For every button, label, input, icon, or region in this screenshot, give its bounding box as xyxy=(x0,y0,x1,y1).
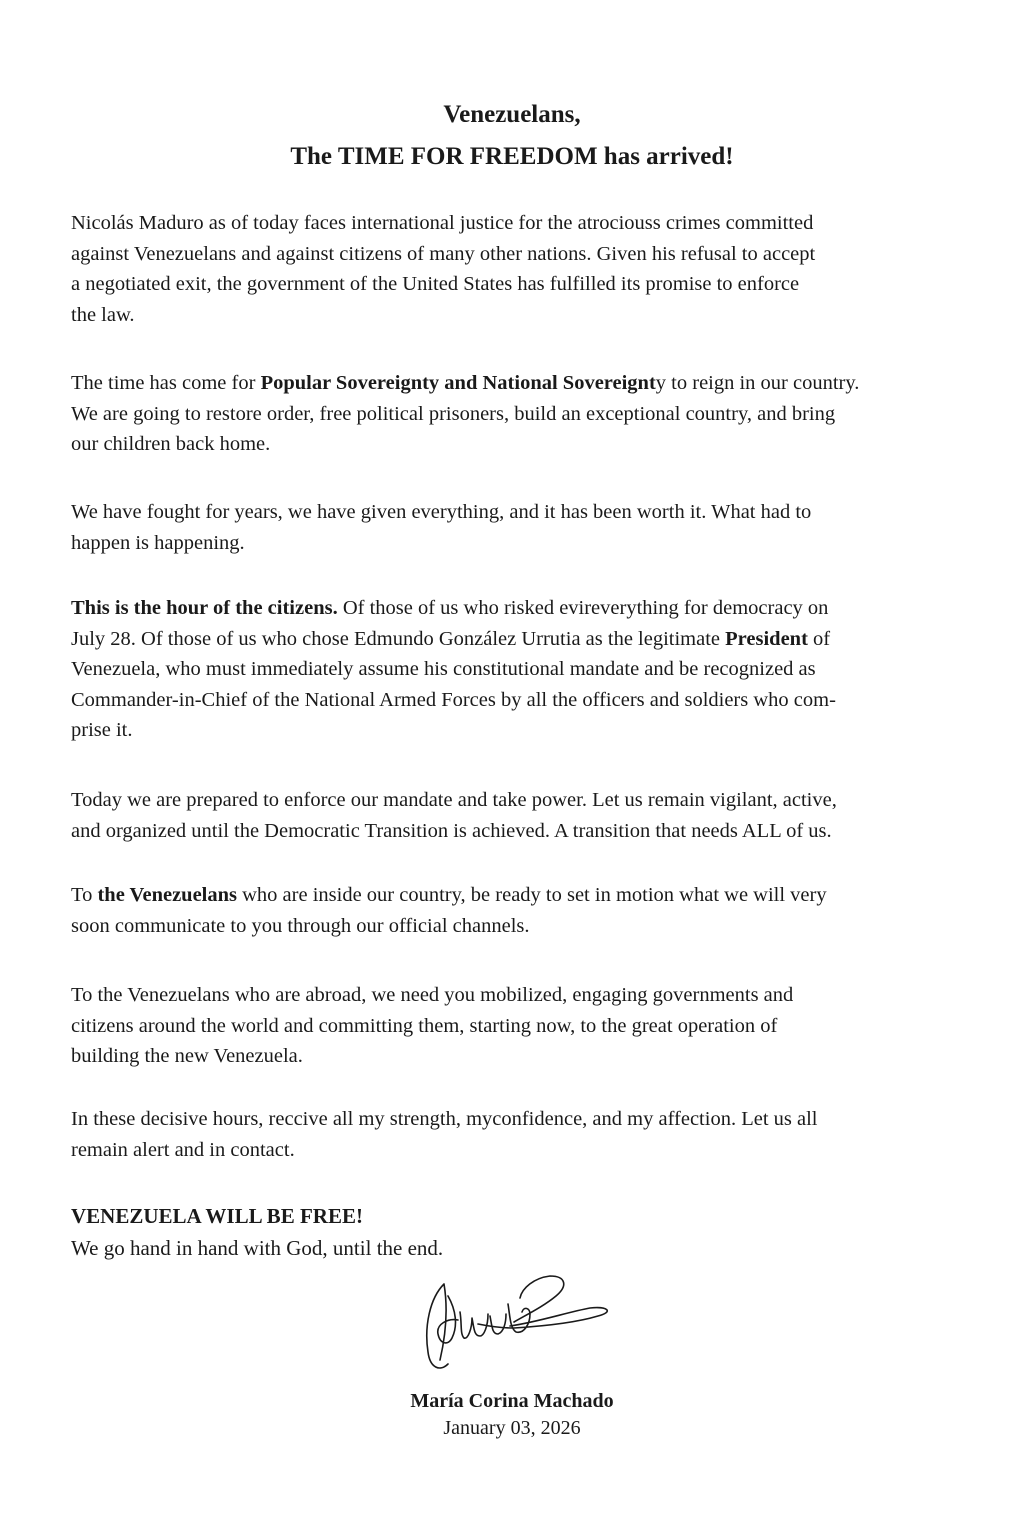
paragraph-fought xyxy=(71,497,971,558)
text-run: who are inside our country, be ready to set in motion what we will very xyxy=(237,884,827,906)
text-run: of xyxy=(807,627,831,650)
paragraph-line: We have fought for years, we have given everything, and it has been worth it. What had to xyxy=(71,501,812,523)
paragraph-line: a negotiated exit, the government of the United States has fulfilled its promise to enforce xyxy=(71,273,800,295)
paragraph-line: and organized until the Democratic Transition is achieved. A transition that needs ALL of us. xyxy=(71,819,832,842)
paragraph-decisive-hours xyxy=(71,1104,971,1165)
salutation: Venezuelans, xyxy=(443,101,581,128)
paragraph-line xyxy=(71,624,971,655)
paragraph-line: prise it. xyxy=(71,719,133,741)
paragraph-line: In these decisive hours, reccive all my strength, myconfidence, and my affection. Let us all xyxy=(71,1108,818,1130)
paragraph-inside-country xyxy=(71,880,971,941)
paragraph-line: our children back home. xyxy=(71,433,271,455)
text-run: To xyxy=(71,884,98,906)
paragraph-line: happen is happening. xyxy=(71,531,245,554)
paragraph-line xyxy=(71,368,971,399)
paragraph-line: the law. xyxy=(71,303,135,326)
paragraph-line: citizens around the world and committing them, starting now, to the great operation of xyxy=(71,1014,778,1037)
paragraph-maduro-justice xyxy=(71,208,971,330)
paragraph-line xyxy=(71,880,971,911)
paragraph-line: Today we are prepared to enforce our mandate and take power. Let us remain vigilant, active, xyxy=(71,789,837,811)
bold-run: President xyxy=(725,627,808,650)
paragraph-line: To the Venezuelans who are abroad, we need you mobilized, engaging governments and xyxy=(71,984,794,1006)
paragraph-line: remain alert and in contact. xyxy=(71,1138,295,1161)
handwritten-signature xyxy=(418,1268,618,1378)
bold-run: the Venezuelans xyxy=(97,884,237,906)
paragraph-sovereignty xyxy=(71,368,971,460)
paragraph-line: We are going to restore order, free political prisoners, build an exceptional country, and bring xyxy=(71,402,836,425)
paragraph-take-power xyxy=(71,785,971,846)
paragraph-line xyxy=(71,593,971,624)
bold-run: This is the hour of the citizens. xyxy=(71,597,338,619)
paragraph-abroad xyxy=(71,980,971,1072)
paragraph-line: soon communicate to you through our official channels. xyxy=(71,914,530,937)
closing-line: We go hand in hand with God, until the end. xyxy=(71,1236,444,1260)
paragraph-line: against Venezuelans and against citizens of many other nations. Given his refusal to accept xyxy=(71,242,816,265)
closing-shout: VENEZUELA WILL BE FREE! xyxy=(71,1204,363,1228)
closing-block xyxy=(71,1200,971,1264)
text-run: The time has come for xyxy=(71,372,261,394)
paragraph-line: Venezuela, who must immediately assume his constitutional mandate and be recognized as xyxy=(71,658,816,680)
text-run: y to reign in our country. xyxy=(655,372,860,394)
text-run: Of those of us who risked evireverything for democracy on xyxy=(337,597,829,619)
bold-run: Popular Sovereignty and National Sovereignt xyxy=(260,372,656,394)
headline: The TIME FOR FREEDOM has arrived! xyxy=(290,143,734,170)
signature-date: January 03, 2026 xyxy=(443,1417,581,1439)
text-run: July 28. Of those of us who chose Edmundo González Urrutia as the legitimate xyxy=(71,627,726,650)
paragraph-line: building the new Venezuela. xyxy=(71,1045,303,1067)
paragraph-citizens-hour xyxy=(71,593,971,746)
signatory-name: María Corina Machado xyxy=(410,1390,614,1412)
paragraph-line: Commander-in-Chief of the National Armed Forces by all the officers and soldiers who com- xyxy=(71,688,836,711)
paragraph-line: Nicolás Maduro as of today faces international justice for the atrociouss crimes committed xyxy=(71,212,814,234)
